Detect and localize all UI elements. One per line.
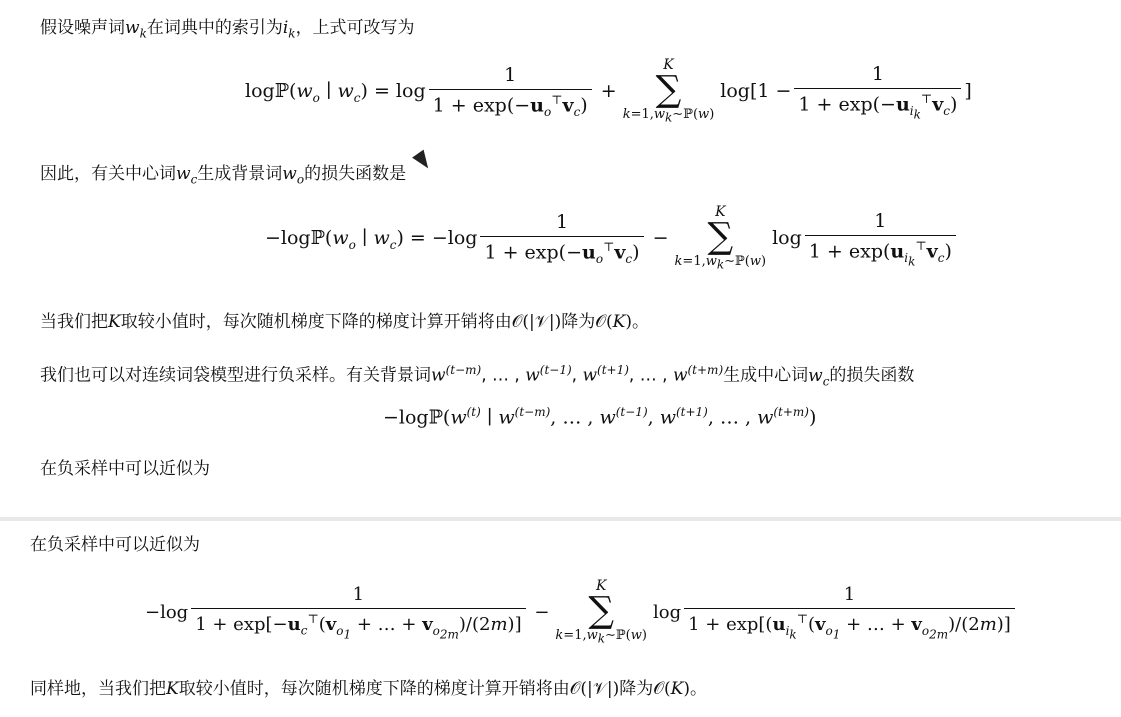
paragraph-approximation-repeat: 在负采样中可以近似为	[30, 535, 200, 555]
equation-cbow-loss: $-\log ℙ(w^{(t)}$ ∣ $w^{(t-m)}$, … , $w^{(t-1)}$, $w^{(t+1)}$, … , $w^{(t+m)}$)	[383, 405, 817, 429]
equation-negative-log-probability: $-\log ℙ(w_o$ ∣ $w_c) = -\log$ $\frac{1}{1 + \exp(-u_o^⊤v_c)}$ − K ∑ $k=1,w_k\sim ℙ(w)$ log $\frac{1}{1 + \exp(u_{i_k}^⊤v_c)}$	[265, 205, 959, 273]
mouse-cursor-icon	[412, 150, 434, 173]
equation-log-probability: $\log ℙ(w_o$ ∣ $w_c) = \log$ $\frac{1}{1 + \exp(-u_o^⊤v_c)}$ + K ∑ $k=1,w_k\sim ℙ(w)$ log[1 − $\frac{1}{1 + \exp(-u_{i_k}^⊤v_c)}$ ]	[245, 57, 972, 125]
equation-cbow-negative-sampling: −log $\frac{1}{1 + \exp[-u_c^⊤(v_{o_1} + \dots + v_{o_{2m}})/(2m)]}$ − K ∑ $k=1,w_k\sim ℙ(w)$ log $\frac{1}{1 + \exp[(u_{i_k}^⊤(v_{o_1} + \dots + v_{o_{2m}})/(2m)]}$	[145, 579, 1018, 647]
bottom-panel	[0, 521, 1121, 717]
paragraph-loss-function: 因此，有关中心词$w_c$生成背景词$w_o$的损失函数是	[40, 164, 407, 187]
paragraph-cbow-negative-sampling: 我们也可以对连续词袋模型进行负采样。有关背景词$w^{(t-m)}$, … , $w^{(t-1)}$, $w^{(t+1)}$, … , $w^{(t+m)}$生成中心词$w_c$的损失函数	[40, 363, 915, 389]
paragraph-approximation: 在负采样中可以近似为	[40, 459, 210, 479]
paragraph-noise-index: 假设噪声词$w_k$在词典中的索引为$i_k$，上式可改写为	[40, 18, 415, 41]
paragraph-complexity: 当我们把K取较小值时，每次随机梯度下降的梯度计算开销将由𝒪(|𝒱|)降为𝒪(K)。	[40, 312, 649, 332]
paragraph-complexity-repeat: 同样地，当我们把K取较小值时，每次随机梯度下降的梯度计算开销将由𝒪(|𝒱|)降为𝒪(K)。	[30, 679, 707, 699]
